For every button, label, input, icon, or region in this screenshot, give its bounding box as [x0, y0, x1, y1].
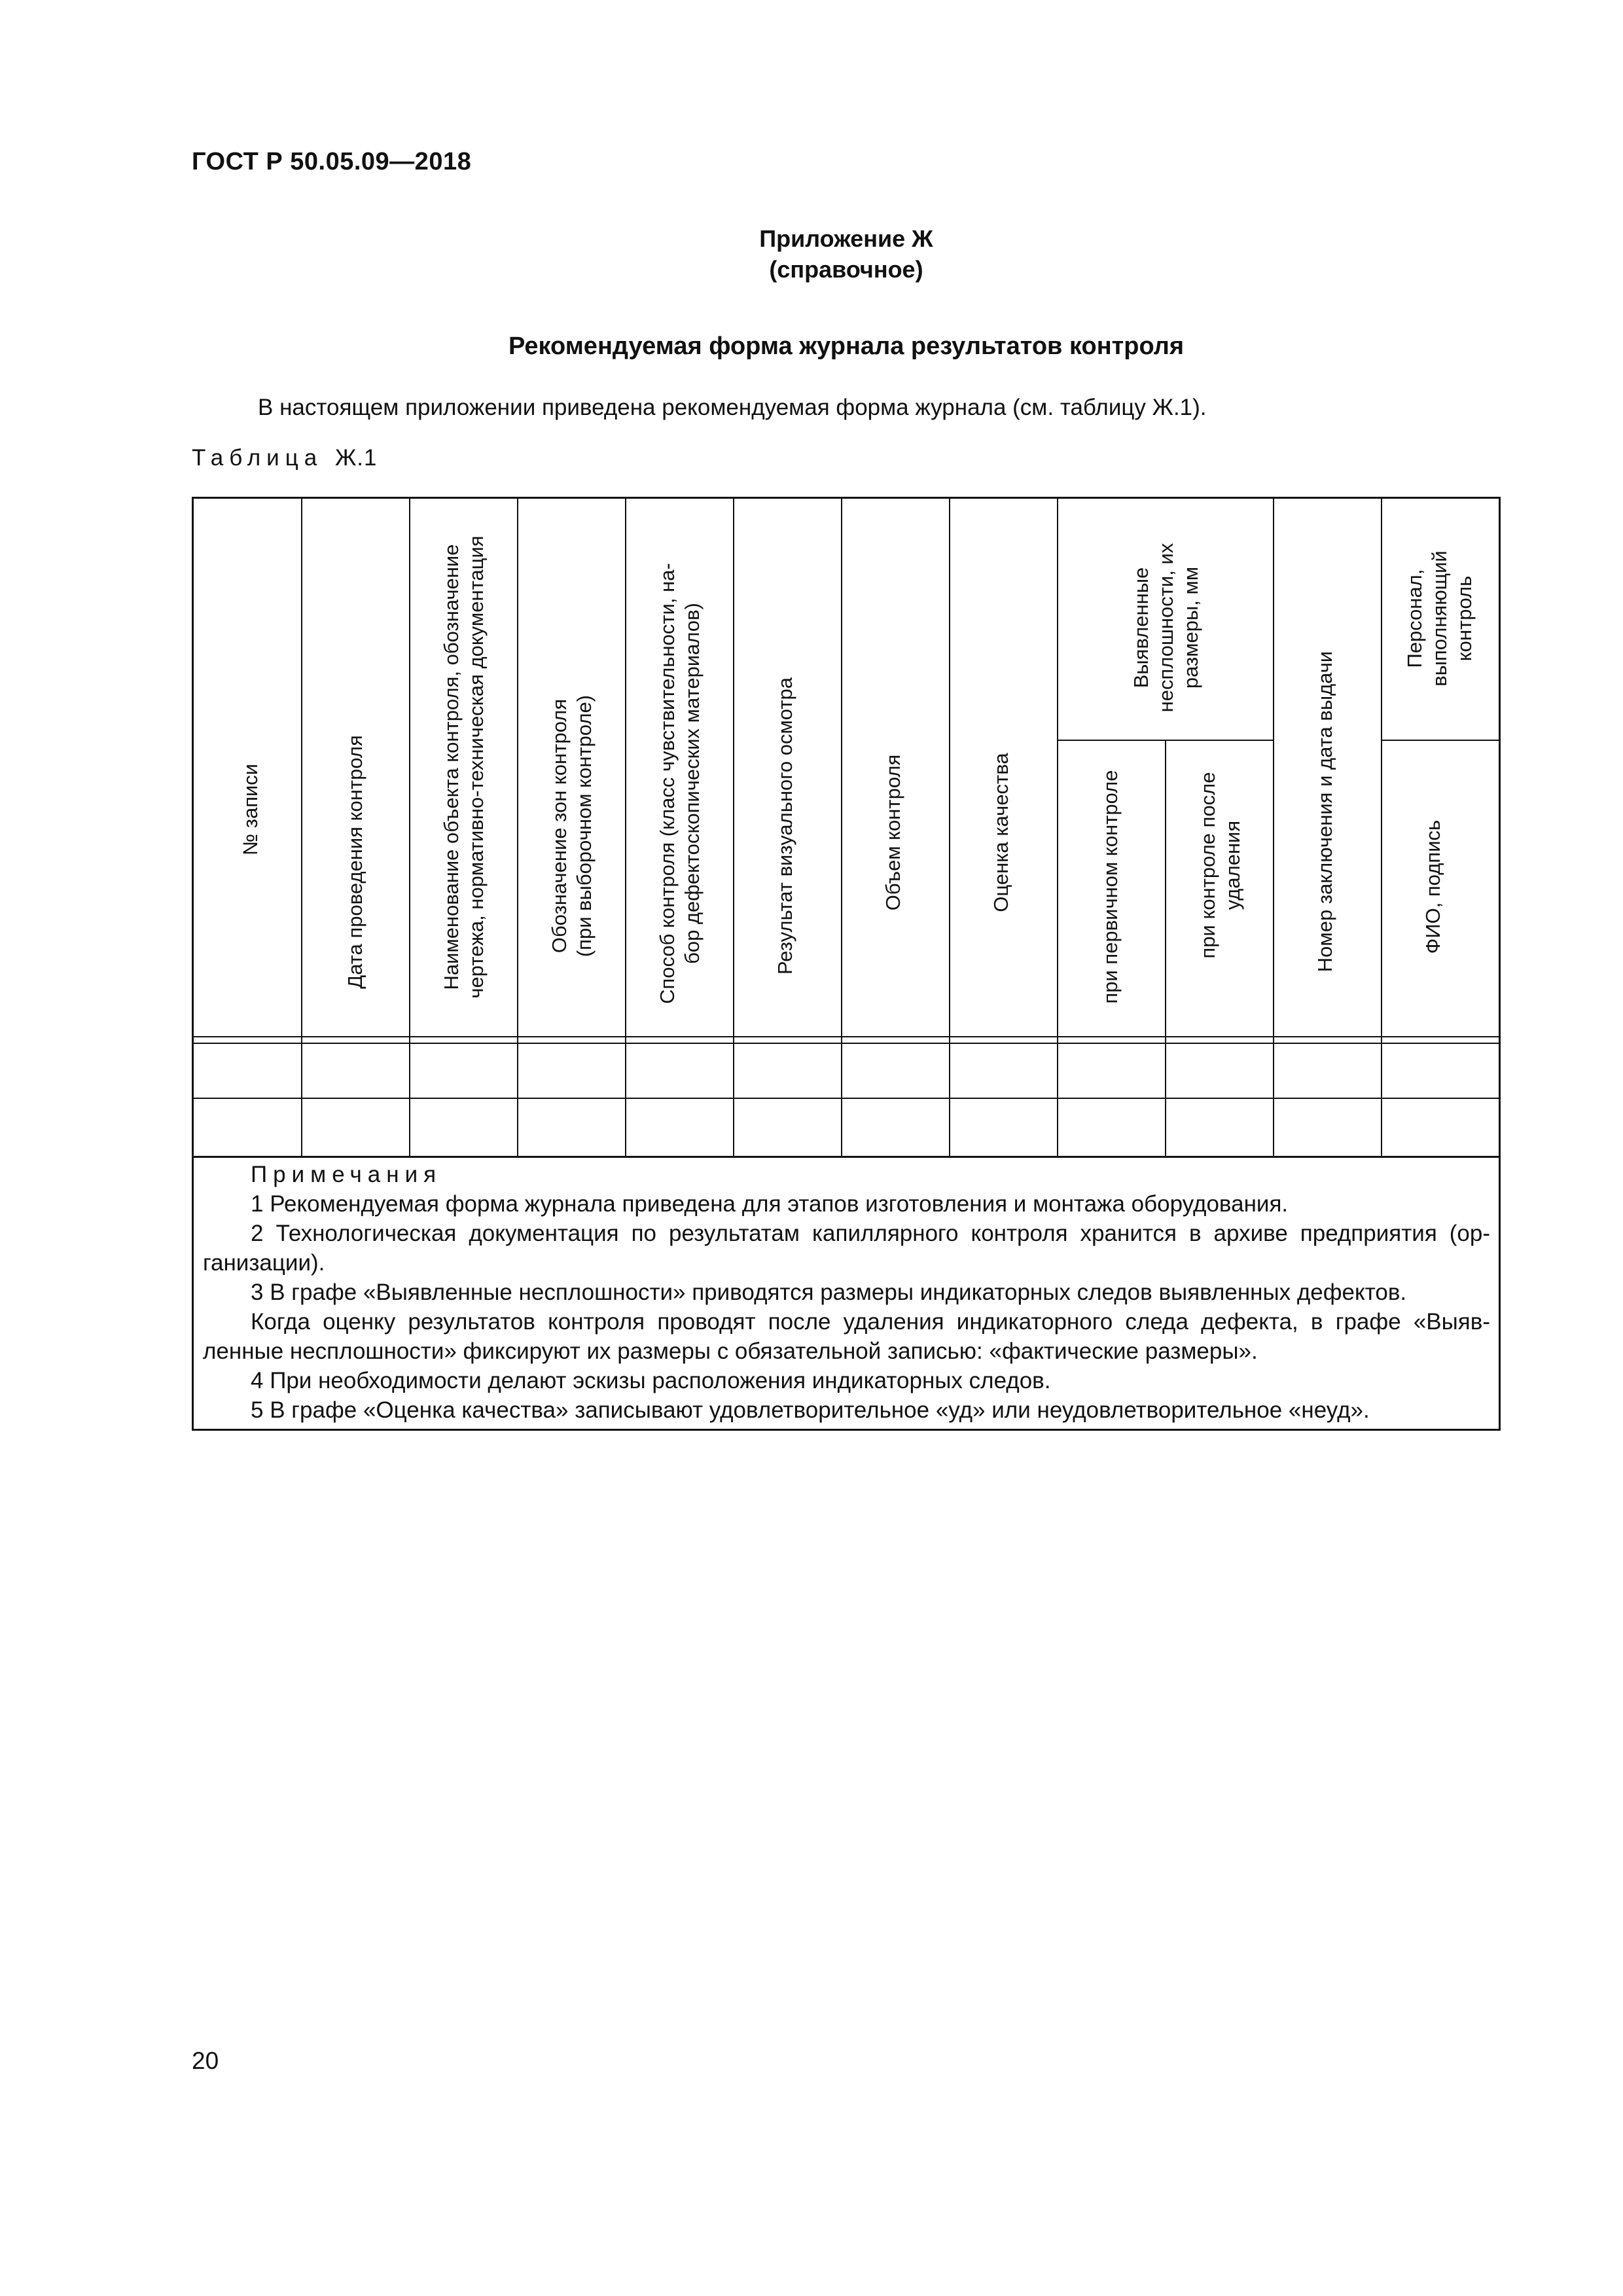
- table-caption-number: Ж.1: [334, 445, 378, 471]
- standard-designation: ГОСТ Р 50.05.09—2018: [192, 148, 472, 175]
- note-item: 2 Технологическая документация по результатам капиллярного контроля хранится в архиве предприятия (ор-ганизации).: [203, 1221, 1490, 1276]
- journal-form-table: № записи Дата проведения контроля Наименование объекта контроля, обозначение чертежа, нормативно-техническая документация Обозначение зон контроля (при выборочном контроле) Способ контроля (класс чувствительности, на- бор дефектоскопических материалов) Результат визуального осмотра Объем контроля Оценка качества Выявленные несплошности, их размеры, мм при первичном контроле при контроле после удаления Номер заключения и дата выдачи Персонал, выполняющий контроль ФИО, подпись Примечания 1 Рекомендуемая форма журнала приведена для этапов изготовления и монтажа оборудования. 2 Технологическая документация по результатам капиллярного контроля хранится в архиве предприятия (ор-ганизации). 3 В графе «Выявленные несплошности» приводятся размеры индикаторных следов выявленных дефектов. Когда оценку результатов контроля проводят после удаления индикаторного следа дефекта, в графе «Выяв-ленные несплошности» фиксируют их размеры с обязательной записью: «фактические размеры». 4 При необходимости делают эскизы расположения индикаторных следов. 5 В графе «Оценка качества» записывают удовлетворительное «уд» или неудовлетворительное «неуд».: [192, 497, 1501, 1431]
- note-item: 3 В графе «Выявленные несплошности» приводятся размеры индикаторных следов выявленных дефектов.: [251, 1280, 1407, 1305]
- note-item: 4 При необходимости делают эскизы расположения индикаторных следов.: [251, 1368, 1051, 1393]
- note-item: 1 Рекомендуемая форма журнала приведена для этапов изготовления и монтажа оборудования.: [251, 1191, 1289, 1217]
- note-item: 5 В графе «Оценка качества» записывают удовлетворительное «уд» или неудовлетворительное «неуд».: [251, 1397, 1370, 1423]
- appendix-status: (справочное): [769, 256, 923, 283]
- intro-paragraph: В настоящем приложении приведена рекомендуемая форма журнала (см. таблицу Ж.1).: [258, 395, 1207, 420]
- appendix-title: Приложение Ж: [759, 225, 933, 252]
- page-number: 20: [192, 2047, 219, 2074]
- table-caption-word: Таблица: [192, 445, 323, 471]
- appendix-heading: Рекомендуемая форма журнала результатов контроля: [508, 332, 1185, 360]
- table-notes: [196, 1160, 1498, 1425]
- notes-title: Примечания: [251, 1162, 442, 1187]
- note-item: Когда оценку результатов контроля проводят после удаления индикаторного следа дефекта, в графе «Выяв-ленные несплошности» фиксируют их размеры с обязательной записью: «фактические размеры».: [203, 1309, 1490, 1364]
- table-caption: [192, 445, 377, 471]
